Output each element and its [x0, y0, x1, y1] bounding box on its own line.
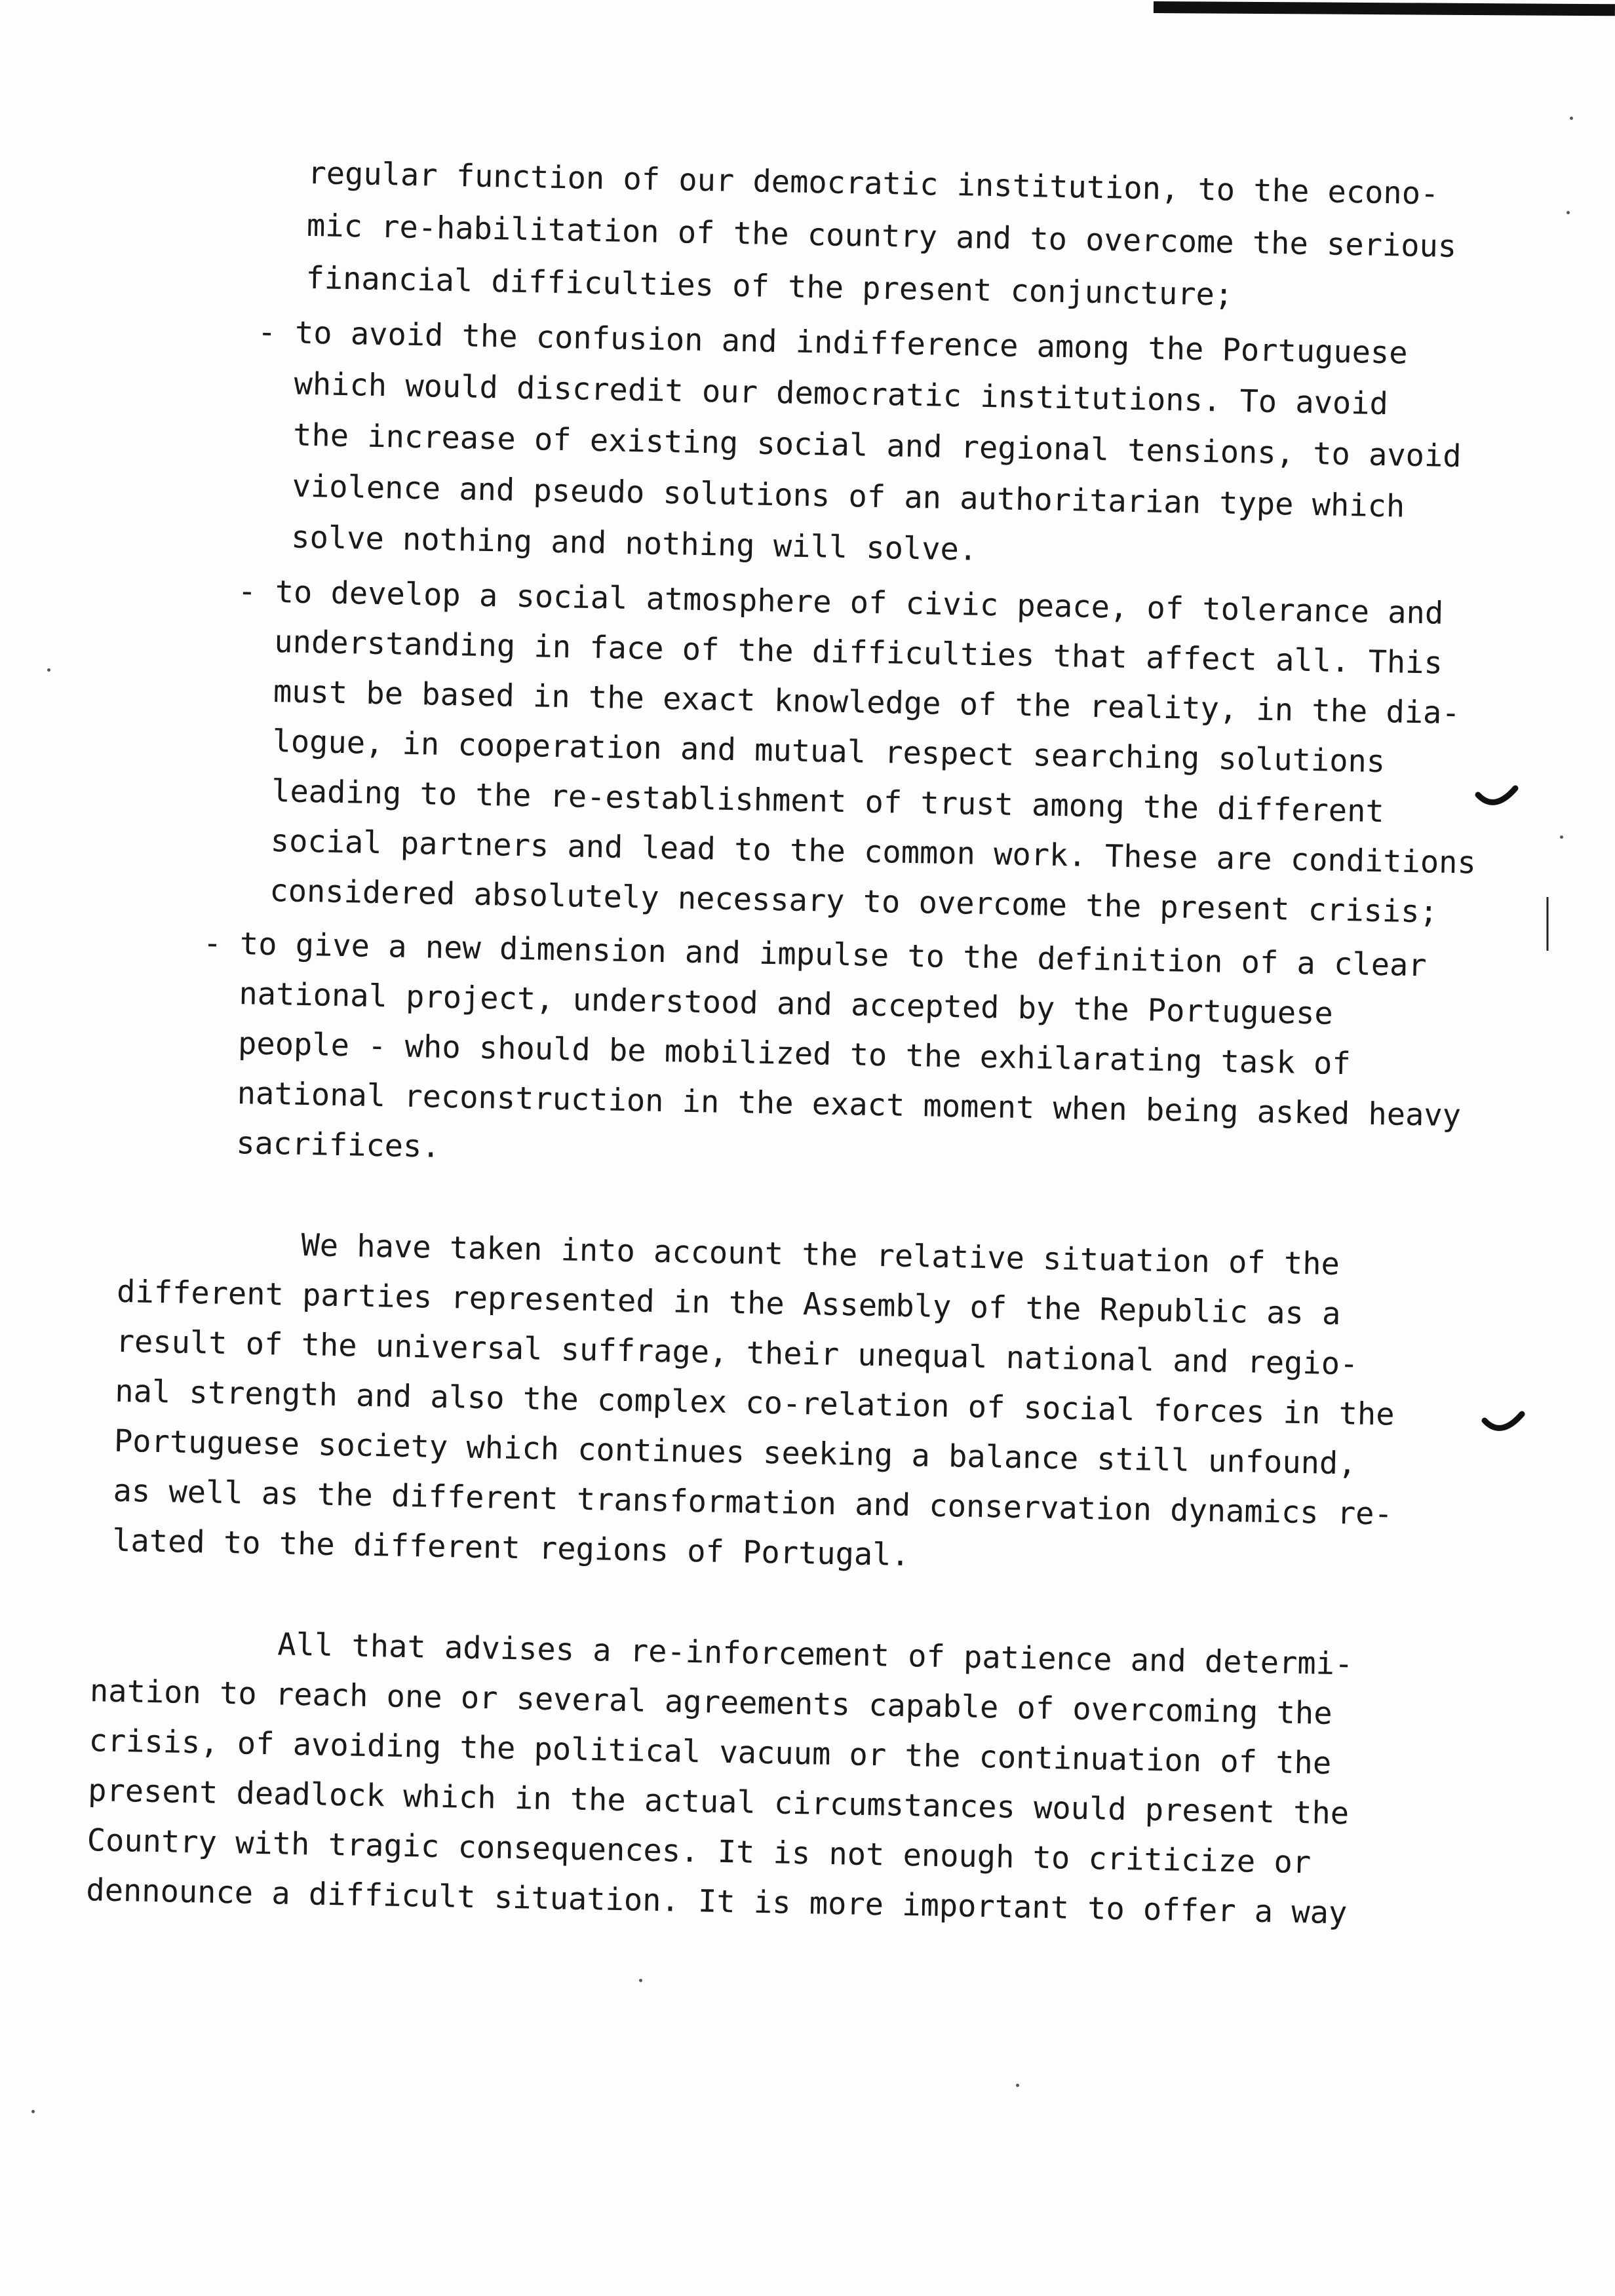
- text-line: Portuguese society which continues seeking a balance still unfound,: [113, 1423, 1357, 1482]
- text-line: which would discredit our democratic institutions. To avoid: [294, 366, 1389, 423]
- text-line: different parties represented in the Assembly of the Republic as a: [116, 1273, 1341, 1333]
- text-line: regular function of our democratic institution, to the econo-: [307, 155, 1439, 212]
- text-line: solve nothing and nothing will solve.: [290, 519, 978, 568]
- text-line: present deadlock which in the actual circumstances would present the: [87, 1772, 1350, 1832]
- scan-speck: [31, 2110, 35, 2113]
- text-line: mic re-habilitation of the country and to overcome the serious: [306, 207, 1457, 265]
- text-line: violence and pseudo solutions of an authoritarian type which: [292, 468, 1405, 525]
- text-line: to develop a social atmosphere of civic peace, of tolerance and: [275, 574, 1444, 632]
- text-line: nation to reach one or several agreements capable of overcoming the: [89, 1673, 1333, 1732]
- typewritten-text: [85, 154, 1553, 1932]
- text-line: understanding in face of the difficulties that affect all. This: [273, 624, 1443, 681]
- scan-speck: [47, 668, 50, 672]
- text-line: logue, in cooperation and mutual respect searching solutions: [272, 723, 1386, 780]
- scan-speck: [1566, 211, 1570, 214]
- margin-vertical-mark: [1544, 894, 1551, 953]
- text-line: leading to the re-establishment of trust among the different: [271, 773, 1385, 830]
- text-line: lated to the different regions of Portugal.: [111, 1522, 910, 1574]
- scan-speck: [639, 1979, 642, 1982]
- scan-speck: [1560, 835, 1563, 839]
- text-line: as well as the different transformation and conservation dynamics re-: [113, 1472, 1393, 1533]
- text-line: the increase of existing social and regional tensions, to avoid: [292, 417, 1462, 475]
- text-line: national project, understood and accepted by the Portuguese: [239, 976, 1334, 1032]
- text-line: dennounce a difficult situation. It is more important to offer a way: [85, 1872, 1348, 1932]
- text-line: crisis, of avoiding the political vacuum or the continuation of the: [88, 1723, 1332, 1782]
- text-line: to give a new dimension and impulse to the definition of a clear: [239, 926, 1428, 984]
- text-line: considered absolutely necessary to overcome the present crisis;: [269, 872, 1439, 930]
- text-line: result of the universal suffrage, their unequal national and regio-: [115, 1323, 1359, 1383]
- text-line: We have taken into account the relative situation of the: [301, 1227, 1340, 1282]
- text-line: to avoid the confusion and indifference among the Portuguese: [294, 315, 1409, 372]
- margin-check-mark: [1475, 783, 1521, 816]
- text-line: social partners and lead to the common work. These are conditions: [270, 822, 1477, 881]
- text-line: sacrifices.: [235, 1125, 441, 1165]
- top-edge-rule: [1154, 1, 1615, 16]
- text-line: Country with tragic consequences. It is not enough to criticize or: [87, 1822, 1312, 1881]
- text-line: All that advises a re-inforcement of patience and determi-: [277, 1626, 1353, 1683]
- list-dash: -: [203, 925, 222, 962]
- list-dash: -: [257, 314, 277, 351]
- text-line: must be based in the exact knowledge of the reality, in the dia-: [273, 674, 1461, 732]
- scan-speck: [1016, 2084, 1019, 2087]
- margin-check-mark: [1481, 1409, 1527, 1442]
- text-line: national reconstruction in the exact moment when being asked heavy: [237, 1075, 1462, 1134]
- scan-speck: [1570, 117, 1573, 120]
- text-line: financial difficulties of the present conjuncture;: [305, 259, 1234, 313]
- list-dash: -: [237, 573, 257, 610]
- text-line: nal strength and also the complex co-relation of social forces in the: [114, 1373, 1395, 1433]
- text-line: people - who should be mobilized to the exhilarating task of: [237, 1025, 1352, 1082]
